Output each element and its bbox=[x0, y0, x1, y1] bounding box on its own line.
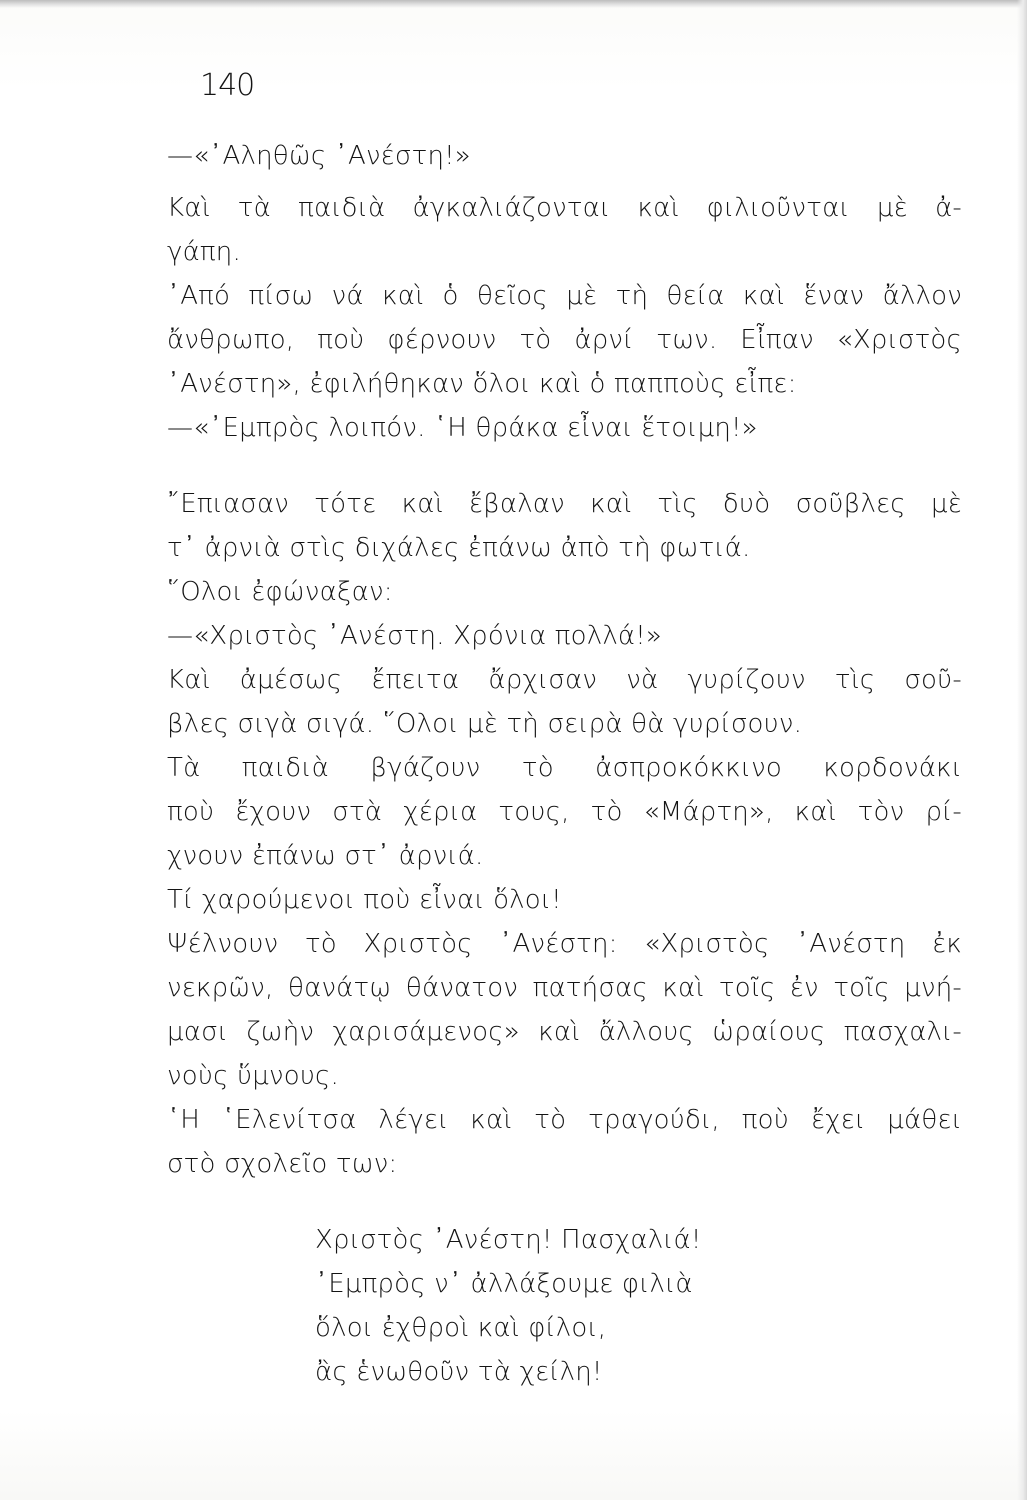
text-line: Καὶ ἀμέσως ἔπειτα ἄρχισαν νὰ γυρίζουν τὶς σοῦ- bbox=[167, 665, 962, 695]
poem-line: ὅλοι ἐχθροὶ καὶ φίλοι, bbox=[315, 1313, 607, 1343]
page-top-edge-shadow bbox=[0, 0, 1027, 8]
text-line: ῎Επιασαν τότε καὶ ἔβαλαν καὶ τὶς δυὸ σοῦβλες μὲ bbox=[167, 489, 962, 519]
text-line: Τί χαρούμενοι ποὺ εἶναι ὅλοι! bbox=[167, 885, 562, 915]
text-line: —«᾽Αληθῶς ᾽Ανέστη!» bbox=[167, 141, 471, 171]
text-line: στὸ σχολεῖο των: bbox=[167, 1149, 398, 1179]
text-line: —«Χριστὸς ᾽Ανέστη. Χρόνια πολλά!» bbox=[167, 621, 662, 651]
poem-line: Χριστὸς ᾽Ανέστη! Πασχαλιά! bbox=[315, 1225, 702, 1255]
text-line: νοὺς ὕμνους. bbox=[167, 1061, 339, 1091]
text-line: ποὺ ἔχουν στὰ χέρια τους, τὸ «Μάρτη», καὶ τὸν ρί- bbox=[167, 797, 962, 827]
text-line: ἄνθρωπο, ποὺ φέρνουν τὸ ἀρνί των. Εἶπαν «Χριστὸς bbox=[167, 325, 962, 355]
text-line: βλες σιγὰ σιγά. ῞Ολοι μὲ τὴ σειρὰ θὰ γυρίσουν. bbox=[167, 709, 803, 739]
poem-line: ἂς ἑνωθοῦν τὰ χείλη! bbox=[315, 1357, 603, 1387]
page-right-edge-shadow bbox=[1017, 0, 1027, 1500]
text-line: μασι ζωὴν χαρισάμενος» καὶ ἄλλους ὡραίους πασχαλι- bbox=[167, 1017, 962, 1047]
poem-line: ᾽Εμπρὸς ν᾽ ἀλλάξουμε φιλιὰ bbox=[315, 1269, 693, 1299]
text-line: ᾽Από πίσω νά καὶ ὁ θεῖος μὲ τὴ θεία καὶ ἕναν ἄλλον bbox=[167, 281, 962, 311]
text-line: τ᾽ ἀρνιὰ στὶς διχάλες ἐπάνω ἀπὸ τὴ φωτιά. bbox=[167, 533, 751, 563]
page-number: 140 bbox=[200, 68, 255, 103]
text-line: Τὰ παιδιὰ βγάζουν τὸ ἀσπροκόκκινο κορδονάκι bbox=[167, 753, 962, 783]
text-line: ᾽Ανέστη», ἐφιλήθηκαν ὅλοι καὶ ὁ παπποὺς εἶπε: bbox=[167, 369, 797, 399]
text-line: ῞Ολοι ἐφώναξαν: bbox=[167, 577, 393, 607]
text-line: Ψέλνουν τὸ Χριστὸς ᾽Ανέστη: «Χριστὸς ᾽Ανέστη ἐκ bbox=[167, 929, 962, 959]
text-line: γάπη. bbox=[167, 237, 241, 267]
text-line: Καὶ τὰ παιδιὰ ἀγκαλιάζονται καὶ φιλιοῦνται μὲ ἀ- bbox=[167, 193, 962, 223]
text-line: νεκρῶν, θανάτῳ θάνατον πατήσας καὶ τοῖς ἐν τοῖς μνή- bbox=[167, 973, 962, 1003]
text-line: ῾Η ῾Ελενίτσα λέγει καὶ τὸ τραγούδι, ποὺ ἔχει μάθει bbox=[167, 1105, 962, 1135]
text-line: χνουν ἐπάνω στ᾽ ἀρνιά. bbox=[167, 841, 484, 871]
text-line: —«᾽Εμπρὸς λοιπόν. ῾Η θράκα εἶναι ἕτοιμη!» bbox=[167, 413, 758, 443]
